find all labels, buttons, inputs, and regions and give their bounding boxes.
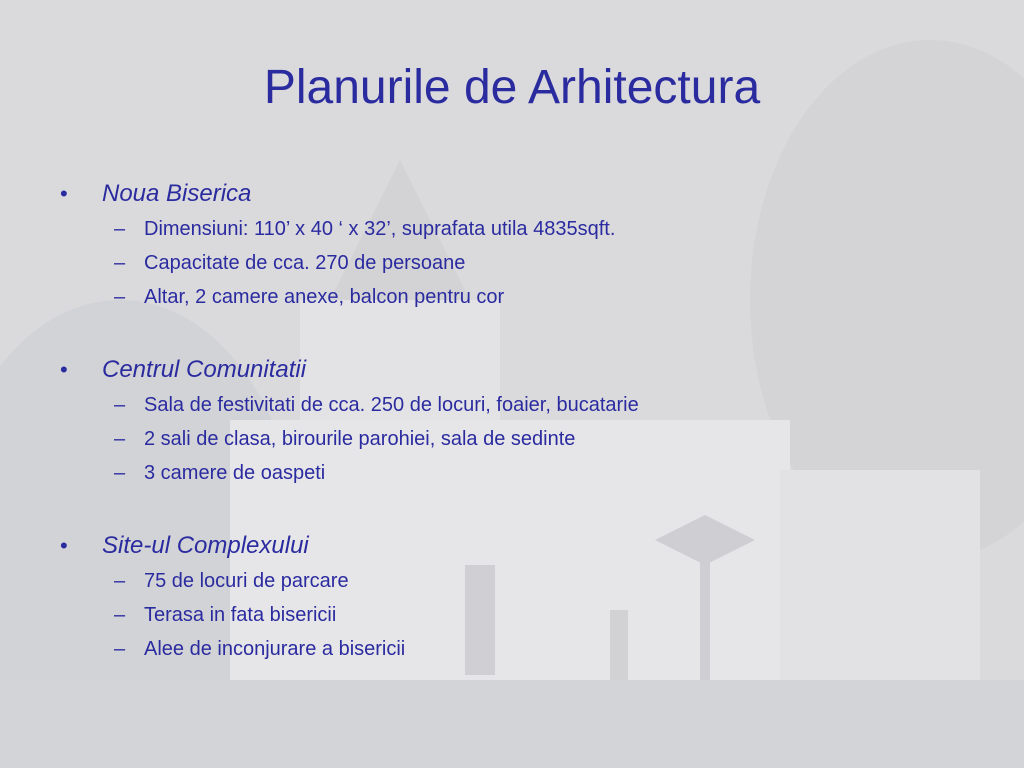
section-centrul-comunitatii (60, 356, 980, 496)
bullet-icon: • (60, 181, 68, 206)
list-item (60, 394, 980, 428)
list-item-text: 2 sali de clasa, birourile parohiei, sala de sedinte (144, 428, 576, 450)
section-heading: Site-ul Complexului (102, 532, 309, 559)
bullet-heading (60, 180, 980, 218)
dash-icon: – (114, 394, 126, 416)
dash-icon: – (114, 286, 126, 308)
sub-list (60, 218, 980, 320)
list-item (60, 638, 980, 672)
dash-icon: – (114, 604, 126, 626)
list-item-text: Alee de inconjurare a bisericii (144, 638, 406, 660)
list-item-text: Sala de festivitati de cca. 250 de locuri, foaier, bucatarie (144, 394, 639, 416)
list-item-text: Dimensiuni: 110’ x 40 ‘ x 32’, suprafata utila 4835sqft. (144, 218, 616, 240)
list-item (60, 462, 980, 496)
list-item (60, 286, 980, 320)
list-item (60, 252, 980, 286)
list-item-text: Altar, 2 camere anexe, balcon pentru cor (144, 286, 505, 308)
section-heading: Noua Biserica (102, 180, 252, 207)
section-heading: Centrul Comunitatii (102, 356, 307, 383)
dash-icon: – (114, 252, 126, 274)
list-item (60, 604, 980, 638)
bullet-icon: • (60, 357, 68, 382)
section-noua-biserica (60, 180, 980, 320)
list-item-text: 3 camere de oaspeti (144, 462, 326, 484)
dash-icon: – (114, 570, 126, 592)
sub-list (60, 394, 980, 496)
list-item (60, 570, 980, 604)
list-item-text: Terasa in fata bisericii (144, 604, 337, 626)
dash-icon: – (114, 218, 126, 240)
dash-icon: – (114, 638, 126, 660)
list-item-text: 75 de locuri de parcare (144, 570, 349, 592)
dash-icon: – (114, 462, 126, 484)
bullet-heading (60, 532, 980, 570)
sub-list (60, 570, 980, 672)
list-item (60, 218, 980, 252)
bullet-icon: • (60, 533, 68, 558)
slide-content (60, 180, 980, 708)
list-item (60, 428, 980, 462)
bullet-heading (60, 356, 980, 394)
section-site-complexului (60, 532, 980, 672)
list-item-text: Capacitate de cca. 270 de persoane (144, 252, 466, 274)
dash-icon: – (114, 428, 126, 450)
slide-title: Planurile de Arhitectura (263, 61, 761, 114)
